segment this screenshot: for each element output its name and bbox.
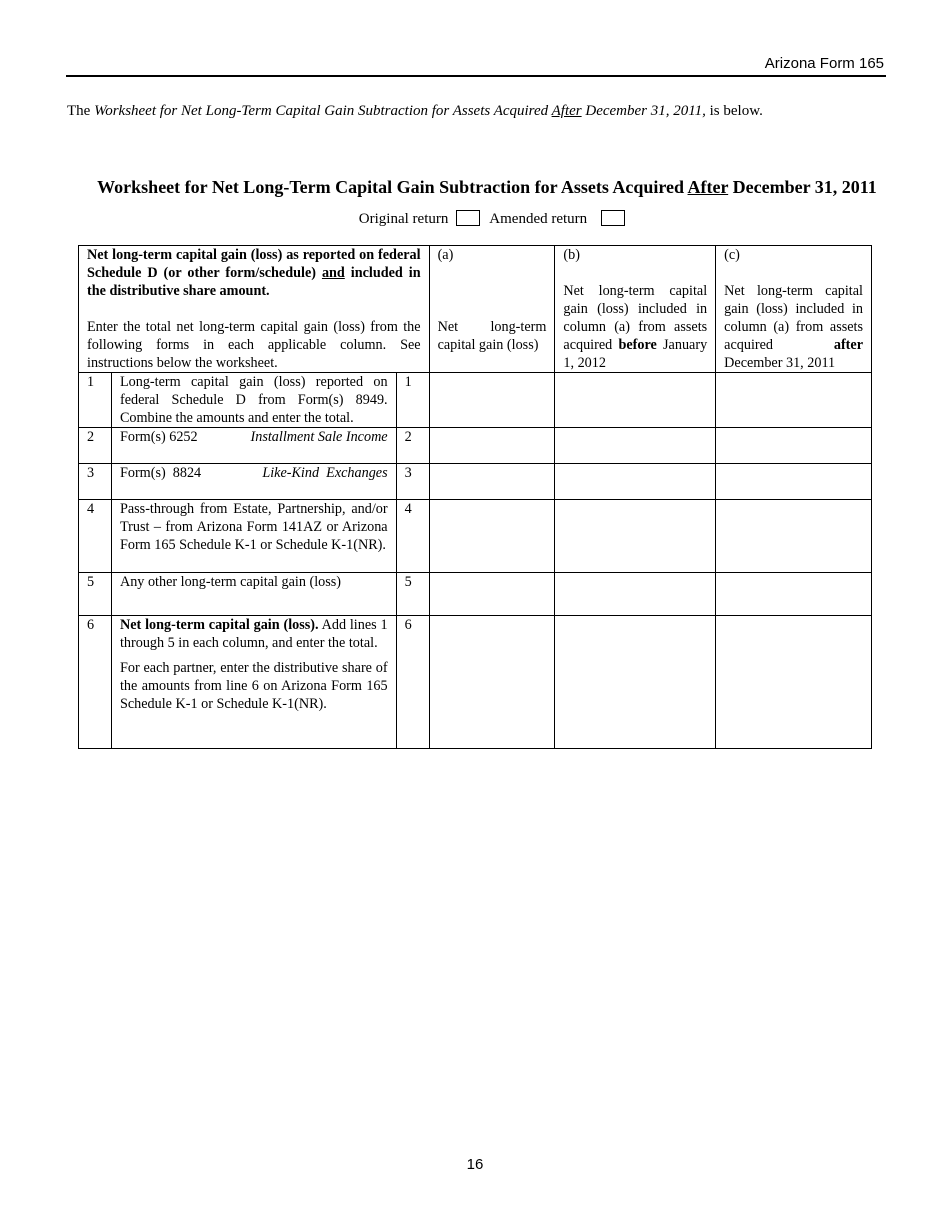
line-5-col-c[interactable]: [716, 573, 872, 616]
line-1-col-a[interactable]: [429, 373, 555, 428]
col-b-header: (b) Net long-term capital gain (loss) included in column (a) from assets acquired before January 1, 2012: [555, 246, 716, 373]
table-row: 1 Long-term capital gain (loss) reported on federal Schedule D from Form(s) 8949. Combine the amounts and enter the total. 1: [79, 373, 872, 428]
form-title: Arizona Form 165: [764, 55, 884, 72]
col-c-header: (c) Net long-term capital gain (loss) included in column (a) from assets acquired after December 31, 2011: [716, 246, 872, 373]
line-3-col-b[interactable]: [555, 464, 716, 500]
line-2-col-b[interactable]: [555, 428, 716, 464]
header-rule: [66, 75, 886, 77]
return-type-checkboxes: [0, 210, 950, 228]
line-6-col-b[interactable]: [555, 616, 716, 749]
table-row: 4 Pass-through from Estate, Partnership, and/or Trust – from Arizona Form 141AZ or Arizona Form 165 Schedule K-1 or Schedule K-1(NR). 4: [79, 500, 872, 573]
line-4-col-c[interactable]: [716, 500, 872, 573]
line-4-col-b[interactable]: [555, 500, 716, 573]
table-row: 2 Form(s) 6252 Installment Sale Income 2: [79, 428, 872, 464]
line-5-col-b[interactable]: [555, 573, 716, 616]
line-6-col-c[interactable]: [716, 616, 872, 749]
line-1-col-b[interactable]: [555, 373, 716, 428]
line-3-col-c[interactable]: [716, 464, 872, 500]
table-row: 6 Net long-term capital gain (loss). Add lines 1 through 5 in each column, and enter the total. For each partner, enter the distributive share of the amounts from line 6 on Arizona Form 165 Schedule K-1 or Schedule K-1(NR). 6: [79, 616, 872, 749]
line-2-col-c[interactable]: [716, 428, 872, 464]
table-row: 3 Form(s) 8824 Like-Kind Exchanges 3: [79, 464, 872, 500]
line-1-col-c[interactable]: [716, 373, 872, 428]
col-a-header: (a) Net long-term capital gain (loss): [429, 246, 555, 373]
line-3-col-a[interactable]: [429, 464, 555, 500]
line-2-col-a[interactable]: [429, 428, 555, 464]
intro-text: The Worksheet for Net Long-Term Capital Gain Subtraction for Assets Acquired After December 31, 2011, is below.: [67, 103, 763, 119]
line-5-col-a[interactable]: [429, 573, 555, 616]
line-6-col-a[interactable]: [429, 616, 555, 749]
worksheet-title: Worksheet for Net Long-Term Capital Gain Subtraction for Assets Acquired After December 31, 2011: [97, 177, 877, 197]
line-4-col-a[interactable]: [429, 500, 555, 573]
original-return-label: Original return: [358, 211, 449, 227]
header-description: Net long-term capital gain (loss) as reported on federal Schedule D (or other form/schedule) and included in the distributive share amount. Enter the total net long-term capital gain (loss) from the following forms in each applicable column. See instructions below the worksheet.: [79, 246, 430, 373]
amended-return-checkbox[interactable]: [601, 210, 625, 226]
original-return-checkbox[interactable]: [456, 210, 480, 226]
table-header-row: [79, 246, 872, 373]
worksheet-table: [78, 245, 872, 749]
page-number: 16: [466, 1156, 484, 1173]
table-row: 5 Any other long-term capital gain (loss) 5: [79, 573, 872, 616]
amended-return-label: Amended return: [489, 211, 588, 227]
